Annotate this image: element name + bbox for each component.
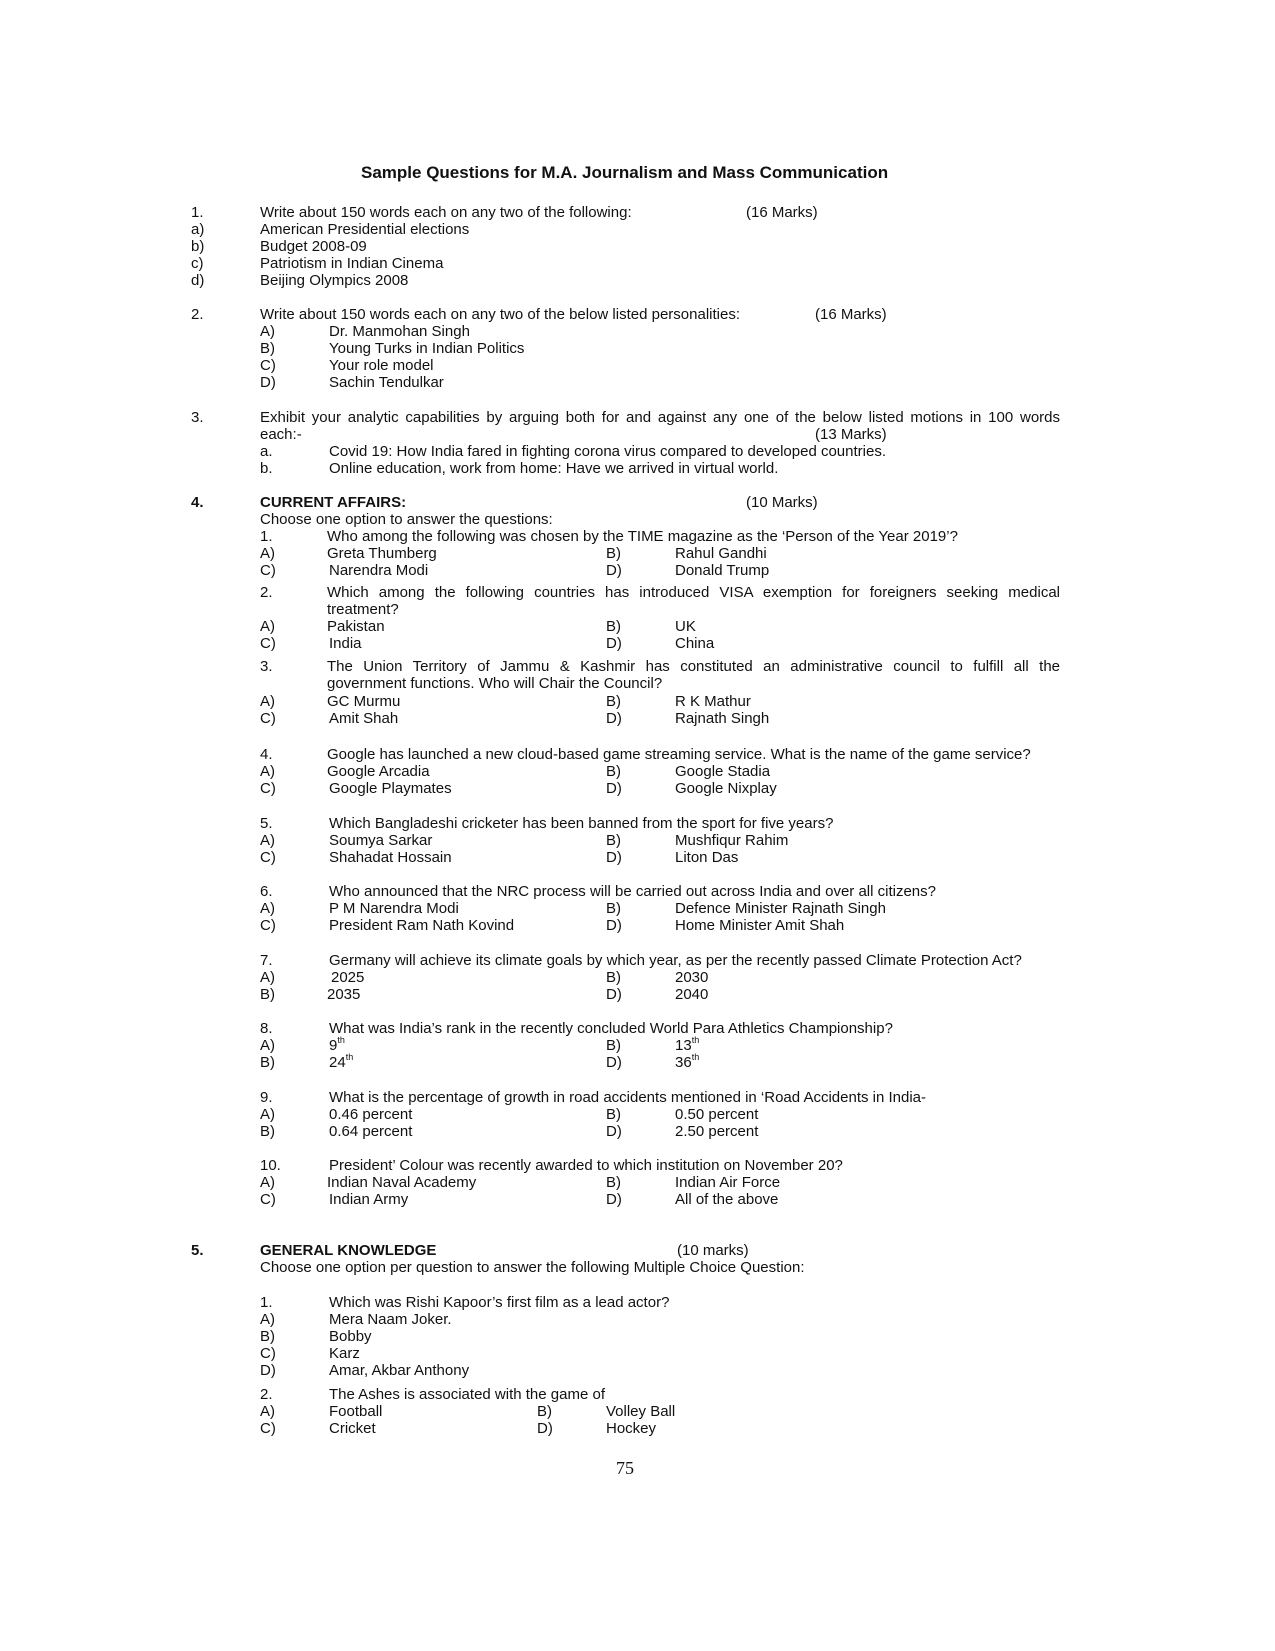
option-label: B)	[606, 693, 621, 710]
option-text: 24th	[329, 1052, 354, 1071]
option-label: A)	[260, 545, 275, 562]
option-label: B)	[606, 1106, 621, 1123]
option-label: D)	[606, 1054, 622, 1071]
option-text: Google Stadia	[675, 763, 771, 780]
option-text: 36th	[675, 1052, 700, 1071]
option-text: Indian Army	[329, 1191, 409, 1208]
option-label: C)	[260, 780, 276, 797]
q3-item-text: Covid 19: How India fared in fighting corona virus compared to developed countries.	[329, 443, 886, 460]
option-label: D)	[606, 562, 622, 579]
page-number: 75	[616, 1458, 634, 1478]
option-text: Amar, Akbar Anthony	[329, 1362, 470, 1379]
option-text: Mushfiqur Rahim	[675, 832, 789, 849]
option-text: Karz	[329, 1345, 360, 1362]
ca-question-text: Which among the following countries has introduced VISA exemption for foreigners seeking medical	[327, 584, 1060, 601]
gk-question-number: 1.	[260, 1294, 273, 1311]
option-text: Pakistan	[327, 618, 385, 635]
option-label: C)	[260, 1345, 276, 1362]
ca-question-text: The Union Territory of Jammu & Kashmir has constituted an administrative council to fulfill all the	[327, 658, 1060, 675]
ca-question-number: 9.	[260, 1089, 273, 1106]
gk-question-number: 2.	[260, 1386, 273, 1403]
ca-question-text-cont: treatment?	[327, 601, 399, 618]
option-label: A)	[260, 1311, 275, 1328]
option-label: A)	[260, 763, 275, 780]
q1-item-text: Beijing Olympics 2008	[260, 272, 409, 289]
ca-question-number: 1.	[260, 528, 273, 545]
q2-item-text: Young Turks in Indian Politics	[329, 340, 525, 357]
ca-question-number: 5.	[260, 815, 273, 832]
option-label: A)	[260, 1403, 275, 1420]
option-text: P M Narendra Modi	[329, 900, 459, 917]
ca-question-number: 4.	[260, 746, 273, 763]
ca-question-number: 3.	[260, 658, 273, 675]
option-text: Soumya Sarkar	[329, 832, 433, 849]
option-label: B)	[260, 1328, 275, 1345]
option-text: 2040	[675, 986, 709, 1003]
q2-marks: (16 Marks)	[815, 306, 887, 323]
option-label: C)	[260, 562, 276, 579]
option-label: B)	[260, 986, 275, 1003]
ca-question-number: 2.	[260, 584, 273, 601]
option-label: B)	[606, 1037, 621, 1054]
q5-heading: GENERAL KNOWLEDGE	[260, 1242, 437, 1259]
option-label: A)	[260, 1037, 275, 1054]
option-text: 2035	[327, 986, 361, 1003]
q1-marks: (16 Marks)	[746, 204, 818, 221]
option-label: B)	[606, 832, 621, 849]
option-text: 0.46 percent	[329, 1106, 413, 1123]
q3-item-text: Online education, work from home: Have we arrived in virtual world.	[329, 460, 779, 477]
q2-item-label: C)	[260, 357, 276, 374]
option-text: 0.50 percent	[675, 1106, 759, 1123]
option-label: B)	[606, 618, 621, 635]
option-text: Shahadat Hossain	[329, 849, 452, 866]
option-text: GC Murmu	[327, 693, 401, 710]
option-text: 2.50 percent	[675, 1123, 759, 1140]
option-text: China	[675, 635, 715, 652]
ordinal-suffix: th	[691, 1035, 700, 1045]
q2-number: 2.	[191, 306, 204, 323]
q4-number: 4.	[191, 494, 204, 511]
option-text: 9th	[329, 1035, 345, 1054]
option-text: Cricket	[329, 1420, 376, 1437]
ca-question-number: 8.	[260, 1020, 273, 1037]
q4-heading: CURRENT AFFAIRS:	[260, 494, 407, 511]
q4-instruction: Choose one option to answer the questions:	[260, 511, 553, 528]
ca-question-text: Who announced that the NRC process will be carried out across India and over all citizens?	[329, 883, 936, 900]
option-text: India	[329, 635, 362, 652]
q3-text: Exhibit your analytic capabilities by arguing both for and against any one of the below listed motions in 100 words	[260, 409, 1060, 426]
q1-item-label: b)	[191, 238, 205, 255]
q5-number: 5.	[191, 1242, 204, 1259]
gk-question-text: Which was Rishi Kapoor’s first film as a lead actor?	[329, 1294, 670, 1311]
option-text: 0.64 percent	[329, 1123, 413, 1140]
option-label: B)	[606, 545, 621, 562]
gk-question-text: The Ashes is associated with the game of	[329, 1386, 605, 1403]
option-text: 2030	[675, 969, 709, 986]
ca-question-text: What is the percentage of growth in road accidents mentioned in ‘Road Accidents in India-	[329, 1089, 927, 1106]
ca-question-text: Which Bangladeshi cricketer has been banned from the sport for five years?	[329, 815, 834, 832]
option-label: D)	[260, 1362, 276, 1379]
option-text: Rahul Gandhi	[675, 545, 767, 562]
option-label: D)	[537, 1420, 553, 1437]
option-label: D)	[606, 986, 622, 1003]
option-text: All of the above	[675, 1191, 779, 1208]
option-text: Hockey	[606, 1420, 657, 1437]
option-text: UK	[675, 618, 696, 635]
q1-item-label: c)	[191, 255, 204, 272]
q3-number: 3.	[191, 409, 204, 426]
ca-question-number: 10.	[260, 1157, 281, 1174]
ordinal-suffix: th	[691, 1052, 700, 1062]
option-label: C)	[260, 849, 276, 866]
ca-question-text-cont: government functions. Who will Chair the Council?	[327, 675, 663, 692]
option-label: A)	[260, 1106, 275, 1123]
option-text: Donald Trump	[675, 562, 770, 579]
option-text: Home Minister Amit Shah	[675, 917, 845, 934]
q1-item-text: Patriotism in Indian Cinema	[260, 255, 444, 272]
q3-item-label: b.	[260, 460, 273, 477]
q1-item-label: d)	[191, 272, 205, 289]
q2-item-text: Dr. Manmohan Singh	[329, 323, 470, 340]
option-label: A)	[260, 1174, 275, 1191]
q2-item-label: A)	[260, 323, 275, 340]
option-label: B)	[537, 1403, 552, 1420]
q2-item-text: Your role model	[329, 357, 434, 374]
option-label: D)	[606, 1123, 622, 1140]
option-label: A)	[260, 832, 275, 849]
option-text: Defence Minister Rajnath Singh	[675, 900, 886, 917]
option-text: Indian Naval Academy	[327, 1174, 477, 1191]
option-text: Greta Thumberg	[327, 545, 437, 562]
option-label: D)	[606, 635, 622, 652]
q3-marks: (13 Marks)	[815, 426, 887, 443]
q5-marks: (10 marks)	[677, 1242, 749, 1259]
option-label: B)	[606, 763, 621, 780]
q2-item-label: D)	[260, 374, 276, 391]
option-label: A)	[260, 693, 275, 710]
option-label: C)	[260, 1191, 276, 1208]
option-label: B)	[606, 900, 621, 917]
option-text: R K Mathur	[675, 693, 751, 710]
ca-question-number: 6.	[260, 883, 273, 900]
option-text: Rajnath Singh	[675, 710, 770, 727]
option-text: Mera Naam Joker.	[329, 1311, 452, 1328]
option-label: A)	[260, 900, 275, 917]
q2-item-text: Sachin Tendulkar	[329, 374, 444, 391]
option-label: A)	[260, 618, 275, 635]
option-text: Football	[329, 1403, 383, 1420]
q3-item-label: a.	[260, 443, 273, 460]
option-label: D)	[606, 849, 622, 866]
q3-text-cont: each:-	[260, 426, 302, 443]
ordinal-suffix: th	[345, 1052, 354, 1062]
q1-number: 1.	[191, 204, 204, 221]
option-label: D)	[606, 917, 622, 934]
q2-text: Write about 150 words each on any two of the below listed personalities:	[260, 306, 740, 323]
ca-question-text: Who among the following was chosen by the TIME magazine as the ‘Person of the Year 2019’?	[327, 528, 958, 545]
q1-text: Write about 150 words each on any two of the following:	[260, 204, 632, 221]
option-text: Bobby	[329, 1328, 372, 1345]
option-text: Google Playmates	[329, 780, 452, 797]
option-text: Liton Das	[675, 849, 739, 866]
option-label: C)	[260, 1420, 276, 1437]
option-label: B)	[606, 969, 621, 986]
q4-marks: (10 Marks)	[746, 494, 818, 511]
q1-item-text: American Presidential elections	[260, 221, 470, 238]
option-text: President Ram Nath Kovind	[329, 917, 515, 934]
page-title: Sample Questions for M.A. Journalism and Mass Communication	[361, 163, 889, 182]
ca-question-text: Germany will achieve its climate goals by which year, as per the recently passed Climate Protection Act?	[329, 952, 1022, 969]
option-label: D)	[606, 710, 622, 727]
ca-question-text: Google has launched a new cloud-based game streaming service. What is the name of the game service?	[327, 746, 1031, 763]
option-text: Amit Shah	[329, 710, 399, 727]
option-text: Google Nixplay	[675, 780, 777, 797]
option-label: D)	[606, 1191, 622, 1208]
option-label: D)	[606, 780, 622, 797]
option-label: B)	[260, 1054, 275, 1071]
ca-question-text: What was India’s rank in the recently concluded World Para Athletics Championship?	[329, 1020, 893, 1037]
option-text: Indian Air Force	[675, 1174, 781, 1191]
option-label: C)	[260, 710, 276, 727]
ordinal-suffix: th	[337, 1035, 345, 1045]
q5-instruction: Choose one option per question to answer the following Multiple Choice Question:	[260, 1259, 805, 1276]
option-label: B)	[606, 1174, 621, 1191]
option-text: 2025	[331, 969, 365, 986]
option-text: 13th	[675, 1035, 700, 1054]
option-label: C)	[260, 917, 276, 934]
option-text: Google Arcadia	[327, 763, 430, 780]
option-label: C)	[260, 635, 276, 652]
ca-question-number: 7.	[260, 952, 273, 969]
option-text: Volley Ball	[606, 1403, 676, 1420]
option-label: A)	[260, 969, 275, 986]
option-label: B)	[260, 1123, 275, 1140]
q2-item-label: B)	[260, 340, 275, 357]
q1-item-label: a)	[191, 221, 205, 238]
option-text: Narendra Modi	[329, 562, 429, 579]
ca-question-text: President’ Colour was recently awarded to which institution on November 20?	[329, 1157, 843, 1174]
q1-item-text: Budget 2008-09	[260, 238, 367, 255]
